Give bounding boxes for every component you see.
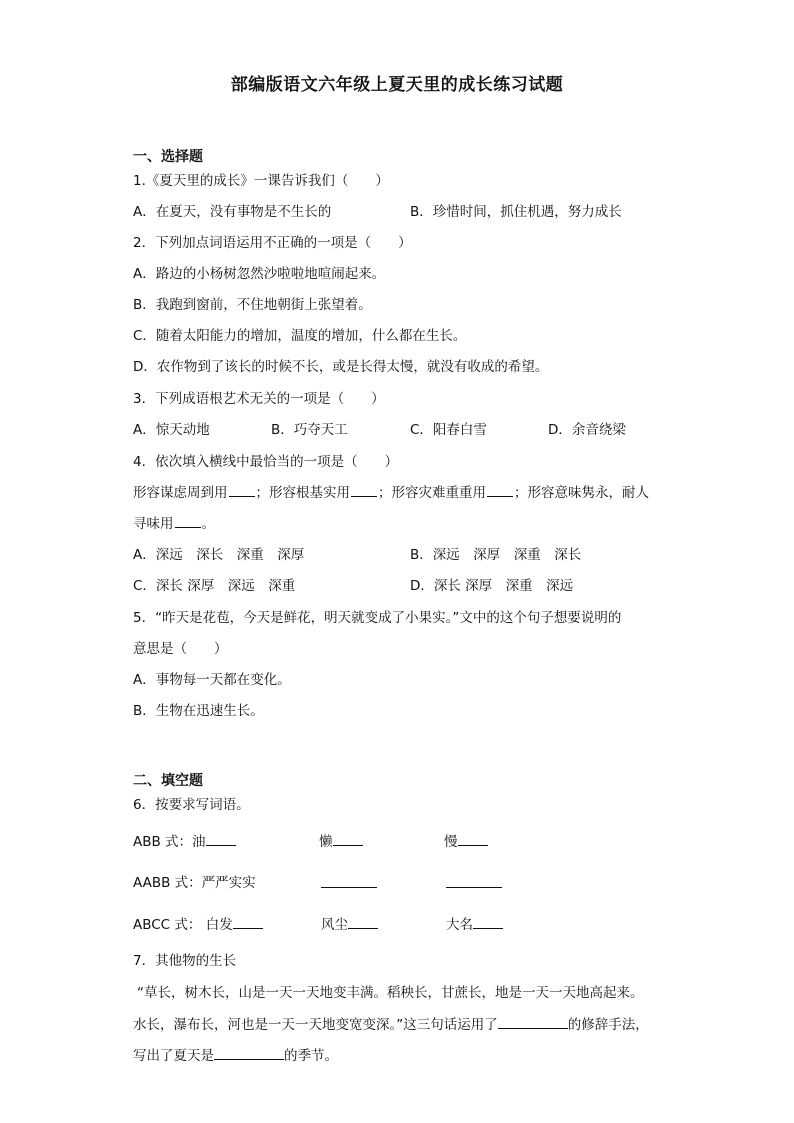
aabb-label: AABB 式：严严实实	[133, 875, 256, 891]
abcc-row-item-1	[133, 914, 263, 935]
question-2-option-a: A．路边的小杨树忽然沙啦啦地喧闹起来。	[133, 266, 386, 282]
question-5-stem-line-2: 意思是（ ）	[133, 641, 228, 657]
answer-blank[interactable]	[206, 831, 236, 846]
answer-blank[interactable]	[487, 484, 513, 497]
question-4-text-line-2	[133, 514, 215, 534]
abb-word-2: 懒	[319, 834, 333, 850]
aabb-blank-2[interactable]	[321, 873, 377, 894]
question-3-option-c: C．阳春白雪	[410, 422, 487, 438]
question-7-quote-line-2	[133, 1014, 649, 1035]
answer-blank[interactable]	[175, 515, 201, 528]
question-5-stem-line-1: 5．“昨天是花苞，今天是鲜花，明天就变成了小果实。”文中的这个句子想要说明的	[133, 610, 622, 626]
question-2-stem: 2．下列加点词语运用不正确的一项是（ ）	[133, 235, 412, 251]
answer-blank[interactable]	[446, 873, 502, 888]
question-1-option-a: A．在夏天，没有事物是不生长的	[133, 204, 332, 220]
abcc-row-item-2	[321, 914, 378, 935]
answer-blank[interactable]	[473, 914, 503, 929]
question-3-stem: 3．下列成语根艺术无关的一项是（ ）	[133, 391, 385, 407]
question-7-stem: 7．其他物的生长	[133, 953, 237, 969]
question-2-option-b: B．我跑到窗前，不住地朝街上张望着。	[133, 297, 372, 313]
page-title: 部编版语文六年级上夏天里的成长练习试题	[230, 75, 564, 95]
abb-label: ABB 式：油	[133, 834, 206, 850]
q7-text: 水长，瀑布长，河也是一天一天地变宽变深。”这三句话运用了	[133, 1017, 498, 1033]
answer-blank[interactable]	[498, 1014, 568, 1029]
q4-part: ；形容灾难重重用	[378, 485, 486, 501]
abb-row-item-2	[319, 831, 363, 852]
q4-part: 形容谋虑周到用	[133, 485, 228, 501]
question-4-option-c: C．深长 深厚 深远 深重	[133, 578, 296, 594]
answer-blank[interactable]	[229, 484, 255, 497]
abb-word-3: 慢	[444, 834, 458, 850]
question-1-stem: 1.《夏天里的成长》一课告诉我们（ ）	[133, 173, 389, 189]
question-6-stem: 6．按要求写词语。	[133, 797, 250, 813]
section-heading-fill: 二、填空题	[133, 773, 203, 789]
q4-part: 。	[201, 516, 215, 532]
abb-row-item-1	[133, 831, 236, 852]
question-4-option-d: D．深长 深厚 深重 深远	[410, 578, 574, 594]
answer-blank[interactable]	[351, 484, 377, 497]
answer-blank[interactable]	[233, 914, 263, 929]
answer-blank[interactable]	[214, 1045, 284, 1060]
question-2-option-d: D．农作物到了该长的时候不长，或是长得太慢，就没有收成的希望。	[133, 359, 549, 375]
aabb-blank-3[interactable]	[446, 873, 502, 894]
abcc-word-2: 风尘	[321, 917, 348, 933]
q7-text: 的季节。	[284, 1048, 338, 1064]
question-7-quote-line-1: “草长，树木长，山是一天一天地变丰满。稻秧长，甘蔗长，地是一天一天地高起来。	[137, 985, 644, 1001]
question-3-option-a: A．惊天动地	[133, 422, 210, 438]
question-3-option-b: B．巧夺天工	[271, 422, 348, 438]
q7-text: 写出了夏天是	[133, 1048, 214, 1064]
question-4-stem: 4．依次填入横线中最恰当的一项是（ ）	[133, 454, 399, 470]
answer-blank[interactable]	[458, 831, 488, 846]
question-4-text-line-1	[133, 483, 649, 503]
q7-text: 的修辞手法，	[567, 1017, 649, 1033]
abb-row-item-3	[444, 831, 488, 852]
abcc-row-item-3	[446, 914, 503, 935]
question-1-option-b: B．珍惜时间，抓住机遇，努力成长	[410, 204, 622, 220]
question-5-option-b: B．生物在迅速生长。	[133, 703, 264, 719]
question-7-quote-line-3	[133, 1045, 338, 1066]
q4-part: ；形容意味隽永，耐人	[514, 485, 649, 501]
question-4-option-b: B．深远 深厚 深重 深长	[410, 547, 582, 563]
answer-blank[interactable]	[348, 914, 378, 929]
q4-part: ；形容根基实用	[255, 485, 350, 501]
question-4-option-a: A．深远 深长 深重 深厚	[133, 547, 305, 563]
question-5-option-a: A．事物每一天都在变化。	[133, 672, 291, 688]
abcc-label: ABCC 式： 白发	[133, 917, 233, 933]
answer-blank[interactable]	[321, 873, 377, 888]
abcc-word-3: 大名	[446, 917, 473, 933]
question-3-option-d: D．余音绕梁	[548, 422, 626, 438]
q4-part: 寻味用	[133, 516, 174, 532]
section-heading-choice: 一、选择题	[133, 149, 203, 165]
question-2-option-c: C．随着太阳能力的增加，温度的增加，什么都在生长。	[133, 328, 467, 344]
answer-blank[interactable]	[333, 831, 363, 846]
